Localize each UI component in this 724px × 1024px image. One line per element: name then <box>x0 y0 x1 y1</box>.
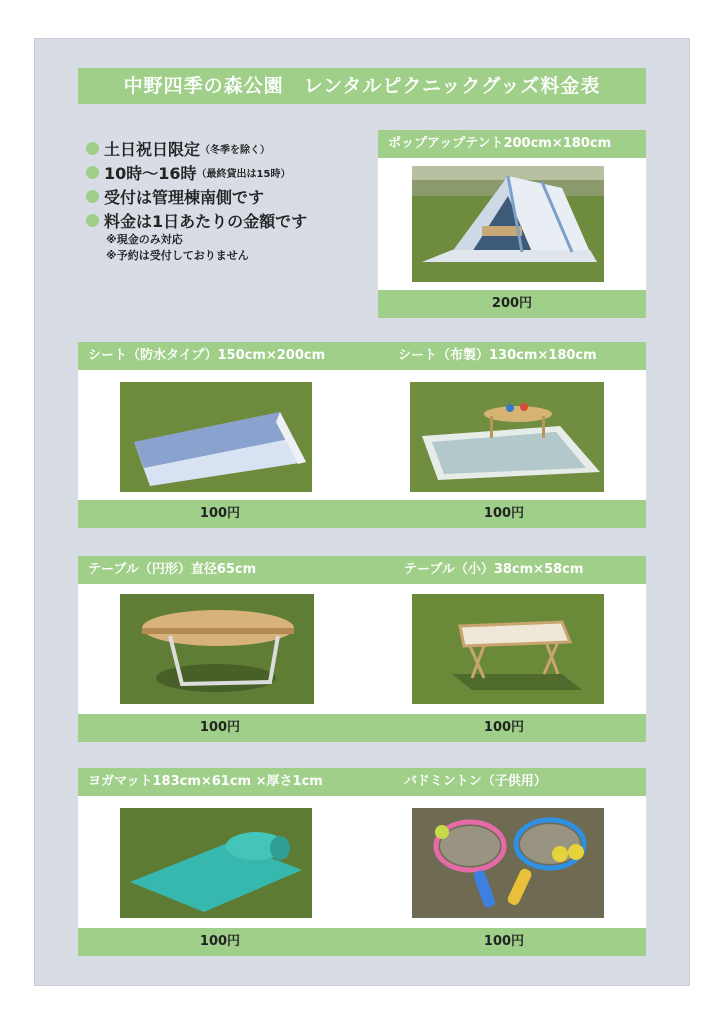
info-row: 受付は管理棟南側です <box>86 184 372 208</box>
item-price: 100円 <box>483 720 525 735</box>
bullet-icon <box>86 190 99 203</box>
cloth-sheet-photo <box>410 382 604 492</box>
item-name: シート（防水タイプ）150cm×200cm <box>88 348 326 363</box>
item-price: 100円 <box>199 720 241 735</box>
item-price: 100円 <box>483 506 525 521</box>
item-name: テーブル（円形）直径65cm <box>88 562 257 577</box>
item-name: ポップアップテント200cm×180cm <box>378 130 646 158</box>
waterproof-sheet-photo <box>120 382 312 492</box>
item-name: シート（布製）130cm×180cm <box>398 348 597 363</box>
item-name: テーブル（小）38cm×58cm <box>404 562 584 577</box>
note-cash-only: ※現金のみ対応 <box>106 233 183 246</box>
item-name: バドミントン（子供用） <box>404 774 547 789</box>
info-row: 10時～16時 （最終貸出は15時） <box>86 160 372 184</box>
bullet-icon <box>86 142 99 155</box>
info-row: 土日祝日限定 （冬季を除く） <box>86 136 372 160</box>
tent-photo <box>412 166 604 282</box>
page-title: 中野四季の森公園 レンタルピクニックグッズ料金表 <box>78 68 646 104</box>
item-price: 100円 <box>483 934 525 949</box>
item-card-tent <box>378 130 646 318</box>
info-row: 料金は1日あたりの金額です <box>86 208 372 232</box>
item-row-sheets <box>78 342 646 528</box>
item-name: ヨガマット183cm×61cm ×厚さ1cm <box>88 774 323 789</box>
bullet-icon <box>86 166 99 179</box>
rental-info <box>86 136 372 264</box>
item-price: 100円 <box>199 506 241 521</box>
item-row-sports <box>78 768 646 956</box>
item-price: 100円 <box>199 934 241 949</box>
small-table-photo <box>412 594 604 704</box>
item-price: 200円 <box>378 290 646 318</box>
note-no-reservation: ※予約は受付しておりません <box>106 249 249 262</box>
yoga-mat-photo <box>120 808 312 918</box>
badminton-photo <box>412 808 604 918</box>
bullet-icon <box>86 214 99 227</box>
item-row-tables <box>78 556 646 742</box>
round-table-photo <box>120 594 314 704</box>
